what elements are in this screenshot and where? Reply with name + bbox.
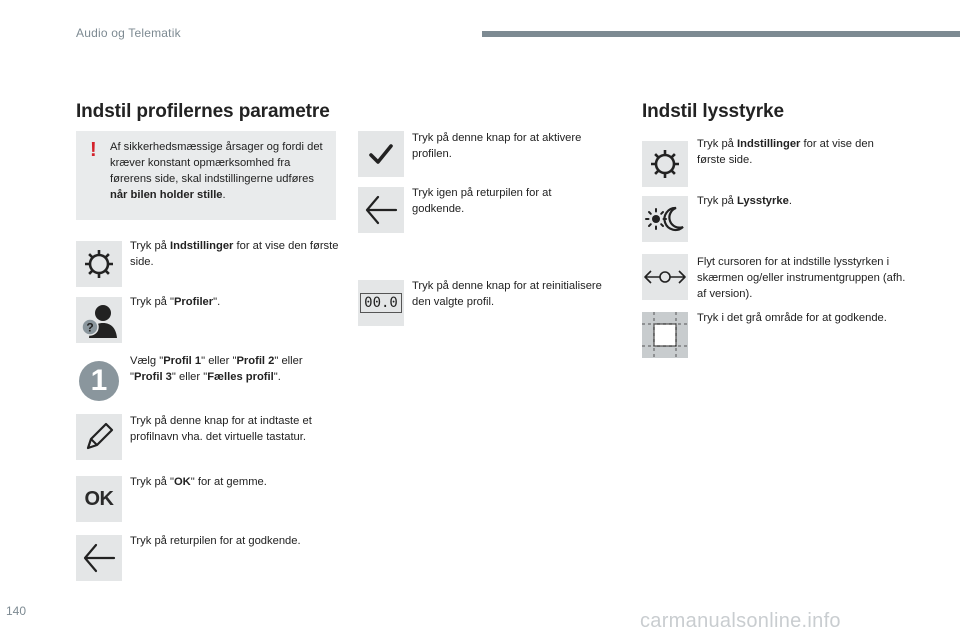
sun-moon-icon: [642, 196, 688, 242]
step-grey-area-text: Tryk i det grå område for at godkende.: [697, 312, 887, 324]
step-reset-text: Tryk på denne knap for at reinitialisere den valgte profil.: [412, 280, 602, 308]
step-brightness-text: Tryk på Lysstyrke.: [697, 195, 792, 207]
page-number: 140: [6, 604, 27, 618]
ok-icon: [76, 476, 122, 522]
return-arrow-icon: [358, 187, 404, 233]
warning-box: [76, 131, 336, 220]
gear-icon: [76, 241, 122, 287]
svg-text:?: ?: [86, 320, 94, 335]
step-settings-text: Tryk på Indstillinger for at vise den første side.: [130, 240, 339, 268]
reset-counter-icon: [358, 280, 404, 326]
step-slider-text: Flyt cursoren for at indstille lysstyrken i skærmen og/eller instrumentgruppen (afh. af version).: [697, 256, 906, 300]
step-choose-profile-text: Vælg "Profil 1" eller "Profil 2" eller "Profil 3" eller "Fælles profil".: [130, 355, 303, 383]
gear-icon: [642, 141, 688, 187]
step-settings-right-text: Tryk på Indstillinger for at vise den første side.: [697, 138, 874, 166]
slider-cursor-icon: [642, 254, 688, 300]
step-return-text: Tryk på returpilen for at godkende.: [130, 535, 301, 547]
number-one-badge-icon: 1: [79, 361, 119, 401]
ok-label: OK: [84, 487, 114, 510]
step-profiles-text: Tryk på "Profiler".: [130, 296, 221, 308]
grey-area-icon: [642, 312, 688, 358]
profile-question-icon: [76, 297, 122, 343]
section-title: Audio og Telematik: [76, 26, 181, 40]
checkmark-icon: [358, 131, 404, 177]
step-return-again-text: Tryk igen på returpilen for at godkende.: [412, 187, 552, 215]
heading-brightness: Indstil lysstyrke: [642, 101, 784, 122]
step-pencil-text: Tryk på denne knap for at indtaste et profilnavn vha. det virtuelle tastatur.: [130, 415, 312, 443]
pencil-icon: [76, 414, 122, 460]
step-ok-text: Tryk på "OK" for at gemme.: [130, 476, 267, 488]
heading-profile-parameters: Indstil profilernes parametre: [76, 101, 330, 122]
watermark: carmanualsonline.info: [640, 610, 841, 632]
step-activate-text: Tryk på denne knap for at aktivere profilen.: [412, 132, 582, 160]
exclamation-icon: !: [90, 139, 97, 161]
counter-label: 00.0: [360, 293, 402, 313]
header-bar: [482, 31, 960, 37]
return-arrow-icon: [76, 535, 122, 581]
warning-text: Af sikkerhedsmæssige årsager og fordi det kræver konstant opmærksomhed fra førerens side, skal indstillingerne udføres når bilen holder stille.: [110, 141, 323, 201]
